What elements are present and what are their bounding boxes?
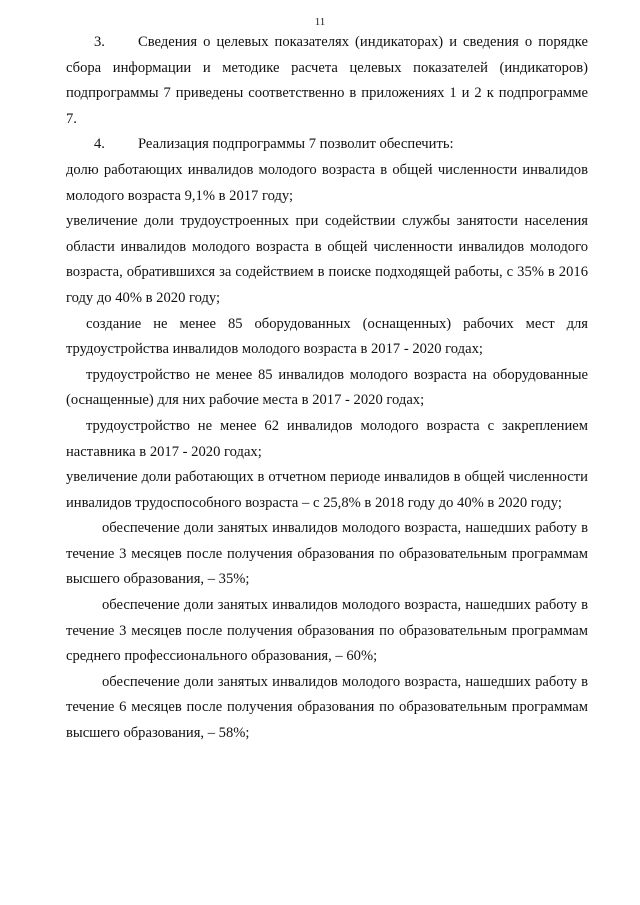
- outcome-paragraph: обеспечение доли занятых инвалидов молодого возраста, нашедших работу в течение 3 месяцев после получения образования по образовательным программам среднего профессионального образования, – 60%;: [66, 597, 588, 665]
- item-text: Сведения о целевых показателях (индикаторах) и сведения о порядке сбора информации и методике расчета целевых показателей (индикаторов) подпрограммы 7 приведены соответственно в приложениях 1 и 2 к подпрограмме 7.: [66, 34, 588, 127]
- paragraph-item-3: [66, 30, 588, 132]
- outcome-paragraph: обеспечение доли занятых инвалидов молодого возраста, нашедших работу в течение 3 месяцев после получения образования по образовательным программам высшего образования, – 35%;: [66, 520, 588, 588]
- item-number: 3.: [94, 34, 105, 50]
- item-number: 4.: [94, 136, 105, 153]
- outcome-paragraph: трудоустройство не менее 62 инвалидов молодого возраста с закреплением наставника в 2017 - 2020 годах;: [66, 417, 588, 460]
- paragraph-item-4: [66, 132, 588, 158]
- outcome-paragraph: долю работающих инвалидов молодого возраста в общей численности инвалидов молодого возраста 9,1% в 2017 году;: [66, 161, 588, 204]
- outcome-paragraph: увеличение доли трудоустроенных при содействии службы занятости населения области инвалидов молодого возраста в общей численности инвалидов молодого возраста, обратившихся за содействием в поиске подходящей работы, с 35% в 2016 году до 40% в 2020 году;: [66, 213, 588, 306]
- item-text: Реализация подпрограммы 7 позволит обеспечить:: [138, 136, 454, 153]
- outcome-paragraph: создание не менее 85 оборудованных (оснащенных) рабочих мест для трудоустройства инвалидов молодого возраста в 2017 - 2020 годах;: [66, 315, 588, 358]
- outcome-paragraph: обеспечение доли занятых инвалидов молодого возраста, нашедших работу в течение 6 месяцев после получения образования по образовательным программам высшего образования, – 58%;: [66, 673, 588, 742]
- outcome-paragraph: увеличение доли работающих в отчетном периоде инвалидов в общей численности инвалидов трудоспособного возраста – с 25,8% в 2018 году до 40% в 2020 году;: [66, 469, 588, 511]
- outcome-paragraph: трудоустройство не менее 85 инвалидов молодого возраста на оборудованные (оснащенные) для них рабочие места в 2017 - 2020 годах;: [66, 366, 588, 409]
- document-body: [66, 30, 588, 747]
- page-number: 11: [314, 16, 326, 28]
